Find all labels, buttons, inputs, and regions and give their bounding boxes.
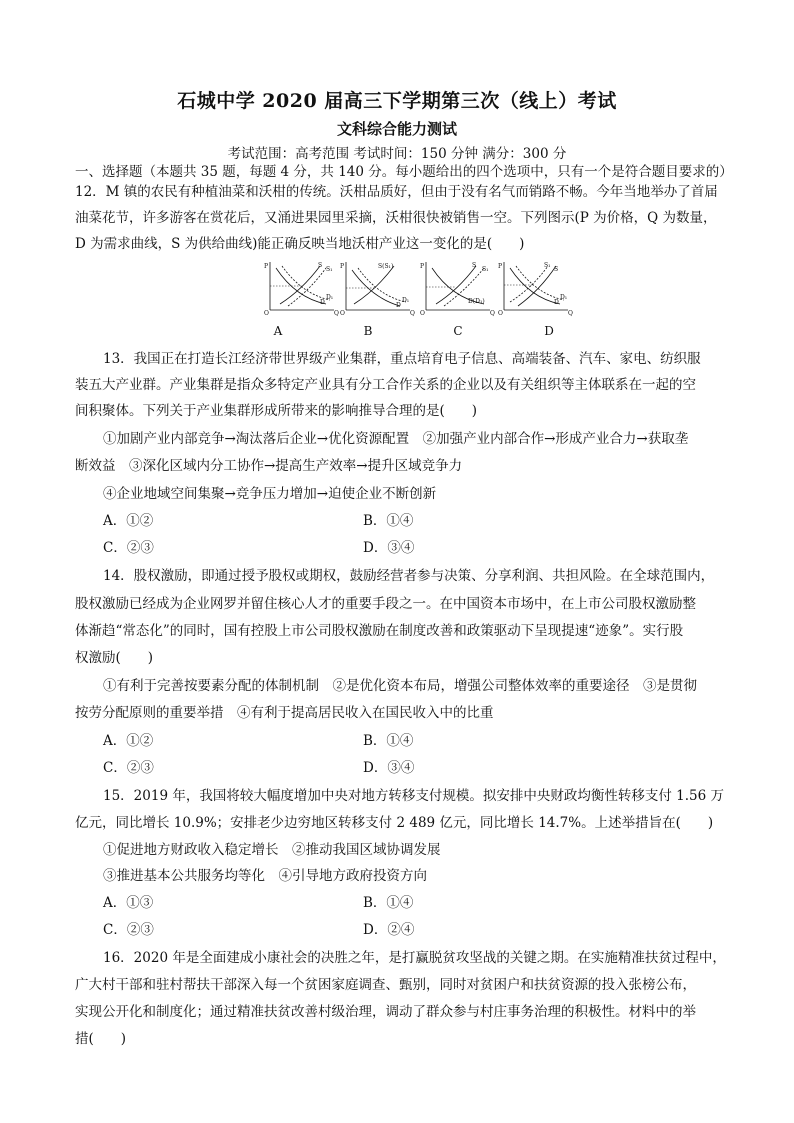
- graph-b-q-label: Q: [410, 310, 415, 317]
- graph-a-p-label: P: [264, 263, 269, 270]
- graph-a-curve-4: D₁: [326, 294, 334, 301]
- q15-text-2: 亿元，同比增长 10.9%；安排老少边穷地区转移支付 2 489 亿元，同比增长 14.7%。上述举措旨在( ): [75, 815, 714, 831]
- graph-d-p-label: P: [498, 263, 503, 270]
- q15-option-c: C．②③: [103, 922, 154, 938]
- q13-option-b: B．①④: [363, 513, 414, 529]
- graph-c-q-label: Q: [490, 310, 495, 317]
- q16-text-3: 实现公开化和制度化；通过精准扶贫改善村级治理，调动了群众参与村庄事务治理的积极性。材料中的举: [75, 1004, 696, 1020]
- q13-text-5: 断效益 ③深化区域内分工协作→提高生产效率→提升区域竞争力: [75, 458, 463, 474]
- q14-option-b: B．①④: [363, 733, 414, 749]
- q16-text-2: 广大村干部和驻村帮扶干部深入每一个贫困家庭调查、甄别，同时对贫困户和扶贫资源的投入张榜公布，: [75, 977, 696, 993]
- q15-text-4: ③推进基本公共服务均等化 ④引导地方政府投资方向: [103, 868, 427, 884]
- q13-text-4: ①加剧产业内部竞争→淘汰落后企业→优化资源配置 ②加强产业内部合作→形成产业合力→获取垄: [103, 431, 689, 447]
- section-intro: 一、选择题（本题共 35 题，每题 4 分，共 140 分。每小题给出的四个选项中，只有一个是符合题目要求的）: [75, 164, 733, 180]
- exam-meta: 考试范围：高考范围 考试时间：150 分钟 满分：300 分: [227, 146, 567, 162]
- q14-text-1: 14．股权激励，即通过授予股权或期权，鼓励经营者参与决策、分享利润、共担风险。在全球范围内，: [103, 568, 715, 584]
- graph-b-curve-1: S(S₁): [378, 263, 394, 270]
- graph-d-curve-2: S: [554, 266, 559, 273]
- q16-text-1: 16．2020 年是全面建成小康社会的决胜之年，是打赢脱贫攻坚战的关键之期。在实施精准扶贫过程中，: [103, 950, 726, 966]
- graph-label-b: B: [363, 324, 373, 338]
- graph-d-curve-3: D: [554, 299, 559, 306]
- q14-text-2: 股权激励已经成为企业网罗并留住核心人才的重要手段之一。在中国资本市场中，在上市公司股权激励整: [75, 596, 696, 612]
- graph-c-o-label: O: [420, 310, 425, 317]
- graph-b-p-label: P: [340, 263, 345, 270]
- graph-label-c: C: [453, 324, 463, 338]
- graph-c-curve-2: S₁: [482, 266, 489, 273]
- q14-text-5: ①有利于完善按要素分配的体制机制 ②是优化资本布局，增强公司整体效率的重要途径 ③是贯彻: [103, 678, 697, 694]
- graph-a-curve-1: S: [318, 262, 323, 269]
- graph-a-curve-2: S₁: [326, 266, 333, 273]
- q13-option-a: A．①②: [103, 513, 154, 529]
- q15-text-1: 15．2019 年，我国将较大幅度增加中央对地方转移支付规模。拟安排中央财政均衡性转移支付 1.56 万: [103, 788, 724, 804]
- q13-text-3: 间积聚体。下列关于产业集群形成所带来的影响推导合理的是( ): [75, 403, 478, 419]
- graph-a-curve-3: D: [320, 299, 325, 306]
- graph-b-o-label: O: [340, 310, 345, 317]
- q14-option-a: A．①②: [103, 733, 154, 749]
- graph-c-p-label: P: [420, 263, 425, 270]
- graph-b: [340, 262, 415, 317]
- q13-option-c: C．②③: [103, 540, 154, 556]
- q13-option-d: D．③④: [363, 540, 415, 556]
- q16-text-4: 措( ): [75, 1031, 127, 1047]
- graph-a-o-label: O: [264, 310, 269, 317]
- q13-text-6: ④企业地域空间集聚→竞争压力增加→迫使企业不断创新: [103, 486, 437, 502]
- q13-text-2: 装五大产业群。产业集群是指众多特定产业具有分工合作关系的企业以及有关组织等主体联系在一起的空: [75, 377, 696, 393]
- q15-option-b: B．①④: [363, 895, 414, 911]
- q15-option-a: A．①③: [103, 895, 154, 911]
- exam-title: 石城中学 2020 届高三下学期第三次（线上）考试: [177, 90, 617, 112]
- graph-d-curve-1: S₁: [544, 262, 551, 269]
- q15-option-d: D．②④: [363, 922, 415, 938]
- graph-c-curve-1: S: [472, 262, 477, 269]
- q14-option-d: D．③④: [363, 760, 415, 776]
- q14-option-c: C．②③: [103, 760, 154, 776]
- graph-d-curve-4: D₁: [560, 294, 568, 301]
- graph-d-q-label: Q: [568, 310, 573, 317]
- graph-a: [264, 262, 339, 317]
- q13-text-1: 13．我国正在打造长江经济带世界级产业集群，重点培育电子信息、高端装备、汽车、家电、纺织服: [103, 351, 701, 367]
- graph-d-o-label: O: [498, 310, 503, 317]
- graph-label-d: D: [544, 324, 554, 338]
- graph-label-a: A: [273, 324, 283, 338]
- q12-graph-group: [260, 260, 573, 317]
- q15-text-3: ①促进地方财政收入稳定增长 ②推动我国区域协调发展: [103, 842, 441, 858]
- q12-text-2: 油菜花节，许多游客在赏花后，又涌进果园里采摘，沃柑很快被销售一空。下列图示(P 为价格，Q 为数量，: [75, 210, 717, 226]
- graph-c: [420, 262, 495, 317]
- q14-text-4: 权激励( ): [75, 650, 154, 666]
- graph-d: [498, 262, 573, 317]
- graph-c-curve-3: D(D₁): [468, 298, 485, 305]
- graph-b-curve-3: D₁: [402, 297, 410, 304]
- graph-a-q-label: Q: [334, 310, 339, 317]
- supply-demand-graphs: [260, 260, 573, 317]
- q12-text-3: D 为需求曲线，S 为供给曲线)能正确反映当地沃柑产业这一变化的是( ): [75, 236, 525, 252]
- exam-subtitle: 文科综合能力测试: [336, 120, 457, 138]
- q12-text-1: 12．M 镇的农民有种植油菜和沃柑的传统。沃柑品质好，但由于没有名气而销路不畅。今年当地举办了首届: [75, 184, 718, 200]
- q14-text-6: 按劳分配原则的重要举措 ④有利于提高居民收入在国民收入中的比重: [75, 705, 494, 721]
- q14-text-3: 体渐趋“常态化”的同时，国有控股上市公司股权激励在制度改善和政策驱动下呈现提速“迹象”。实行股: [75, 623, 684, 639]
- graph-b-curve-2: D: [396, 302, 401, 309]
